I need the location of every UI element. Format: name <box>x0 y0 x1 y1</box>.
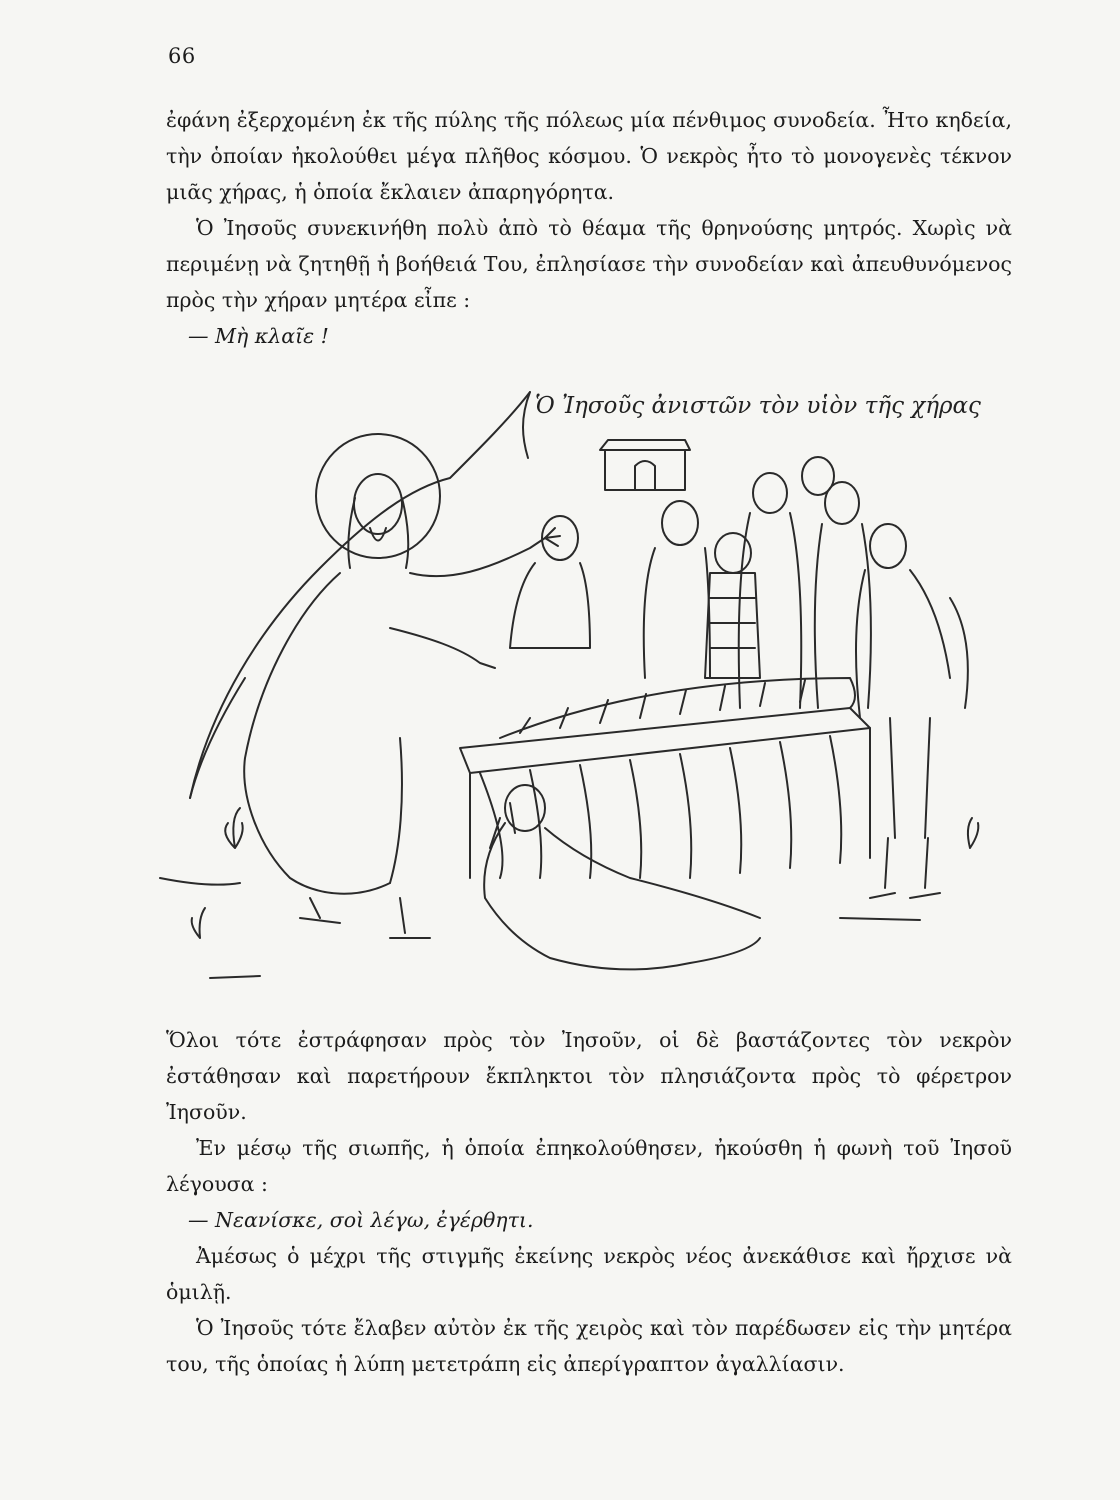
ground-plant <box>225 808 242 848</box>
halo <box>316 434 440 558</box>
dialogue-line: — Μὴ κλαῖε ! <box>188 324 329 348</box>
hill-outline <box>190 392 530 798</box>
paragraph: Ἐν μέσῳ τῆς σιωπῆς, ἡ ὁποία ἐπηκολούθησεν, ἠκούσθη ἡ φωνὴ τοῦ Ἰησοῦ λέγουσα : <box>166 1136 1012 1196</box>
grieving-mother <box>484 785 760 969</box>
dialogue-line: — Νεανίσκε, σοὶ λέγω, ἐγέρθητι. <box>188 1208 534 1232</box>
page-number: 66 <box>168 44 196 68</box>
illustration-caption: Ὁ Ἰησοῦς ἀνιστῶν τὸν υἱὸν τῆς χήρας <box>535 393 981 419</box>
city-gate <box>600 440 690 490</box>
risen-youth <box>705 533 760 678</box>
paragraph: Ὅλοι τότε ἐστράφησαν πρὸς τὸν Ἰησοῦν, οἱ δὲ βαστάζοντες τὸν νεκρὸν ἐστάθησαν καὶ παρετήρουν ἔκπληκτοι τὸν πλησιάζοντα πρὸς τὸ φέρετρον Ἰησοῦν. <box>166 1028 1012 1124</box>
paragraph: Ὁ Ἰησοῦς τότε ἔλαβεν αὐτὸν ἐκ τῆς χειρὸς καὶ τὸν παρέδωσεν εἰς τὴν μητέρα του, τῆς ὁποίας ἡ λύπη μετετράπη εἰς ἀπερίγραπτον ἀγαλλίασιν. <box>166 1316 1012 1376</box>
christ-figure <box>244 434 560 938</box>
ground-line <box>160 878 920 978</box>
top-text <box>166 102 1012 354</box>
hill-outline <box>190 678 245 798</box>
paragraph: Ἀμέσως ὁ μέχρι τῆς στιγμῆς ἐκείνης νεκρὸς νέος ἀνεκάθισε καὶ ἤρχισε νὰ ὁμιλῇ. <box>166 1244 1012 1304</box>
bottom-text <box>166 1022 1012 1382</box>
illustration <box>150 378 1020 988</box>
mourners <box>510 457 968 898</box>
ground-plant <box>968 818 978 848</box>
paragraph: ἐφάνη ἐξερχομένη ἐκ τῆς πύλης τῆς πόλεως μία πένθιμος συνοδεία. Ἦτο κηδεία, τὴν ὁποίαν ἠκολούθει μέγα πλῆθος κόσμου. Ὁ νεκρὸς ἦτο τὸ μονογενὲς τέκνον μιᾶς χήρας, ἡ ὁποία ἔκλαιεν ἀπαρηγόρητα. <box>166 108 1012 204</box>
funeral-bier <box>460 678 870 878</box>
paragraph: Ὁ Ἰησοῦς συνεκινήθη πολὺ ἀπὸ τὸ θέαμα τῆς θρηνούσης μητρός. Χωρὶς νὰ περιμένῃ νὰ ζητηθῇ ἡ βοήθειά Του, ἐπλησίασε τὴν συνοδείαν καὶ ἀπευθυνόμενος πρὸς τὴν χήραν μητέρα εἶπε : <box>166 216 1012 312</box>
ground-plant <box>192 908 205 938</box>
hill-outline <box>523 392 530 458</box>
